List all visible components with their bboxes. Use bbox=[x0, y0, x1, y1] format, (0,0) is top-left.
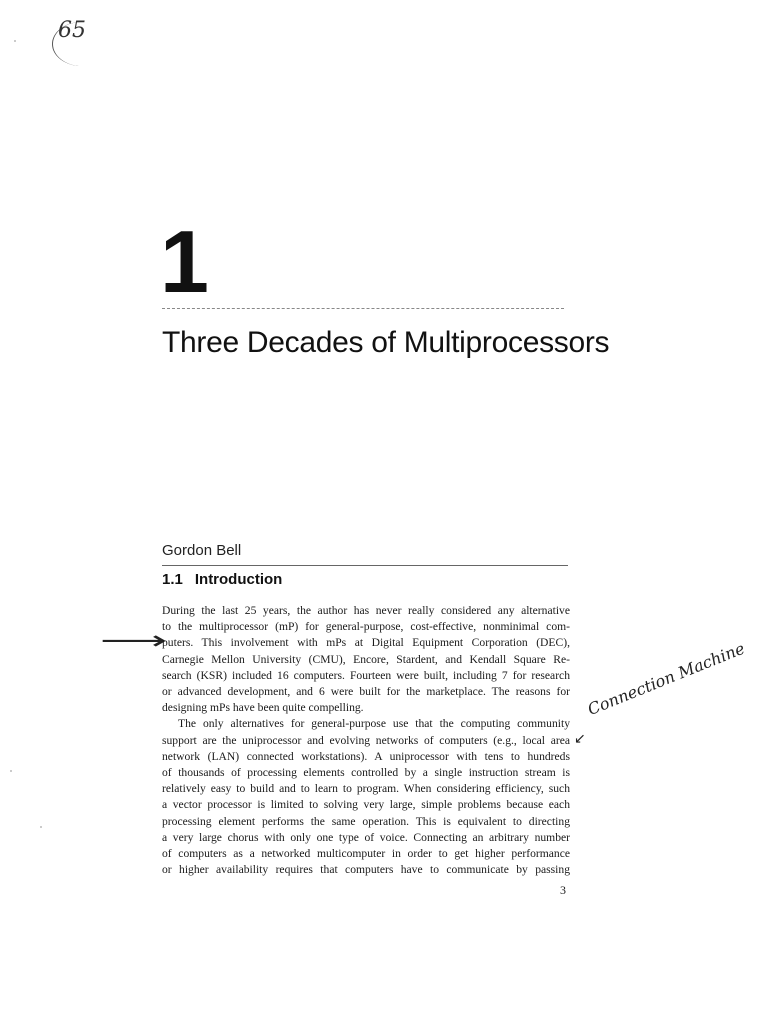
author-name: Gordon Bell bbox=[162, 542, 242, 559]
author-divider bbox=[162, 565, 568, 566]
section-number: 1.1 bbox=[162, 571, 183, 588]
handwritten-page-stamp: 65 bbox=[58, 18, 86, 43]
section-heading bbox=[162, 571, 282, 588]
handwritten-margin-note: Connection Machine bbox=[584, 638, 748, 719]
chapter-divider bbox=[162, 308, 564, 309]
handwritten-arrow-icon: ⟶ bbox=[100, 626, 168, 656]
scan-speck bbox=[40, 826, 42, 828]
text-line: of thousands of processing elements controlled by a single instruction stream is bbox=[162, 766, 570, 780]
paragraph-2 bbox=[162, 716, 570, 878]
text-line: a vector processor is limited to solving very large, simple problems because each bbox=[162, 798, 570, 812]
chapter-title: Three Decades of Multiprocessors bbox=[162, 326, 610, 359]
text-line: designing mPs have been quite compelling. bbox=[162, 701, 364, 715]
text-line: to the multiprocessor (mP) for general-purpose, cost-effective, nonminimal com- bbox=[162, 620, 570, 634]
scan-speck bbox=[10, 770, 12, 772]
text-line: relatively easy to build and to learn to program. When considering efficiency, such bbox=[162, 782, 570, 796]
text-line: During the last 25 years, the author has never really considered any alternative bbox=[162, 604, 570, 617]
text-line: The only alternatives for general-purpose use that the computing community bbox=[178, 717, 570, 731]
paragraph-1 bbox=[162, 603, 570, 716]
text-line: puters. This involvement with mPs at Digital Equipment Corporation (DEC), bbox=[162, 636, 570, 650]
page-number: 3 bbox=[560, 883, 566, 897]
text-line: processing element performs the same operation. This is equivalent to directing bbox=[162, 814, 570, 828]
text-line: a very large chorus with only one type of voice. Connecting an arbitrary number bbox=[162, 830, 570, 844]
text-line: or higher availability requires that computers have to communicate by passing bbox=[162, 863, 570, 877]
section-title: Introduction bbox=[194, 571, 283, 588]
text-line: search (KSR) included 16 computers. Fourteen were built, including 7 for research bbox=[162, 668, 570, 682]
text-line: of computers as a networked multicomputer in order to get higher performance bbox=[162, 847, 570, 861]
text-line: Carnegie Mellon University (CMU), Encore, Stardent, and Kendall Square Re- bbox=[162, 652, 570, 666]
text-line: network (LAN) connected workstations). A uniprocessor with tens to hundreds bbox=[162, 749, 570, 763]
scan-speck bbox=[14, 40, 16, 42]
chapter-number: 1 bbox=[160, 212, 209, 311]
text-line: support are the uniprocessor and evolving networks of computers (e.g., local area bbox=[162, 733, 570, 747]
text-line: or advanced development, and 6 were built for the marketplace. The reasons for bbox=[162, 685, 570, 699]
margin-arrow-icon: ↙ bbox=[574, 731, 586, 747]
body-text bbox=[162, 603, 570, 878]
